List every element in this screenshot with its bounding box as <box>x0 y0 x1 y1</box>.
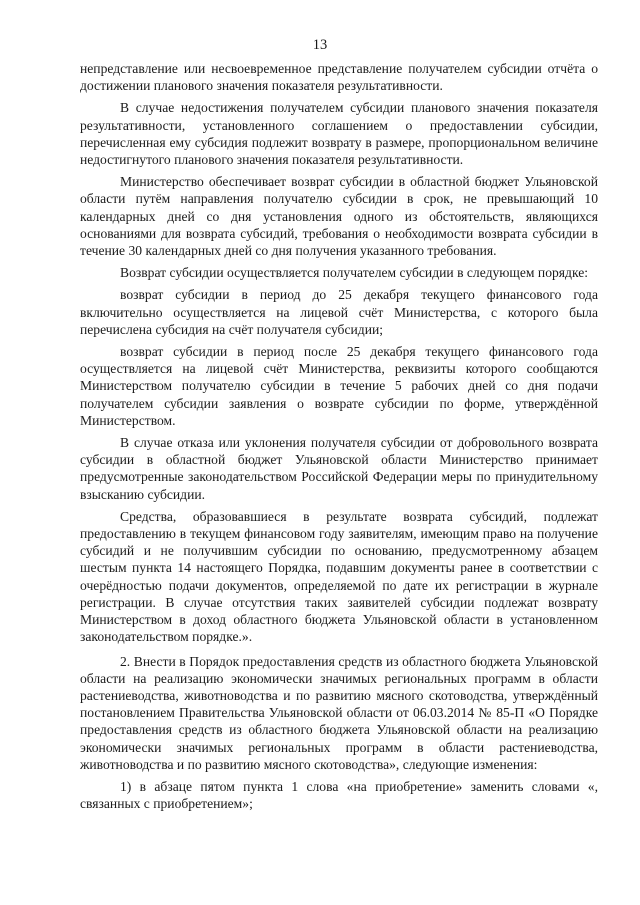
paragraph-refund-before-dec25: возврат субсидии в период до 25 декабря текущего финансового года включительно осуществляется на лицевой счёт Министерства, с которого была перечислена субсидия на счёт получателя субсидии; <box>80 287 598 337</box>
paragraph-ministry-refund-demand: Министерство обеспечивает возврат субсидии в областной бюджет Ульяновской области путём направления получателю субсидии в срок, не превышающий 10 календарных дней со дня установления одного из обстоятельств, являющихся основаниями для возврата субсидий, требования о необходимости возврата субсидии в течение 30 календарных дней со дня получения указанного требования. <box>80 174 598 259</box>
paragraph-amendment-subitem-1: 1) в абзаце пятом пункта 1 слова «на приобретение» заменить словами «, связанных с приобретением»; <box>80 778 598 812</box>
paragraph-amendment-item-2: 2. Внести в Порядок предоставления средств из областного бюджета Ульяновской области на реализацию экономически значимых региональных программ в области растениеводства, животноводства и по развитию мясного скотоводства, утверждённый постановлением Правительства Ульяновской области от 06.03.2014 № 85-П «О Порядке предоставления средств из областного бюджета Ульяновской области на реализацию экономически значимых региональных программ в области растениеводства, животноводства и по развитию мясного скотоводства», следующие изменения: <box>80 653 598 772</box>
paragraph-underachievement-refund: В случае недостижения получателем субсидии планового значения показателя результативности, установленного соглашением о предоставлении субсидии, перечисленная ему субсидия подлежит возврату в размере, пропорциональном величине недостигнутого планового значения показателя результативности. <box>80 100 598 168</box>
paragraph-refund-procedure: Возврат субсидии осуществляется получателем субсидии в следующем порядке: <box>120 265 589 281</box>
page-number: 13 <box>312 37 328 53</box>
paragraph-redistribution-of-funds: Средства, образовавшиеся в результате возврата субсидий, подлежат предоставлению в текущем финансовом году заявителям, имеющим право на получение субсидий и не получившим субсидии по основанию, предусмотренному абзацем шестым пункта 14 настоящего Порядка, подавшим документы ранее в соответствии с очерёдностью подачи документов, определяемой по дате их регистрации в журнале регистрации. В случае отсутствия таких заявителей субсидии подлежат возврату Министерством в доход областного бюджета Ульяновской области в установленном законодательством порядке.». <box>80 508 598 645</box>
body-text <box>80 60 598 812</box>
paragraph-refund-after-dec25: возврат субсидии в период после 25 декабря текущего финансового года осуществляется на лицевой счёт Министерства, реквизиты которого сообщаются Министерством получателю субсидии в течение 5 рабочих дней со дня подачи получателем субсидии заявления о возврате субсидии по форме, утверждённой Министерством. <box>80 344 598 428</box>
paragraph-reporting-failure: непредставление или несвоевременное представление получателем субсидии отчёта о достижении планового значения показателя результативности. <box>80 61 598 94</box>
paragraph-enforced-recovery: В случае отказа или уклонения получателя субсидии от добровольного возврата субсидии в областной бюджет Ульяновской области Министерство принимает предусмотренные законодательством Российской Федерации меры по принудительному взысканию субсидии. <box>80 435 598 502</box>
